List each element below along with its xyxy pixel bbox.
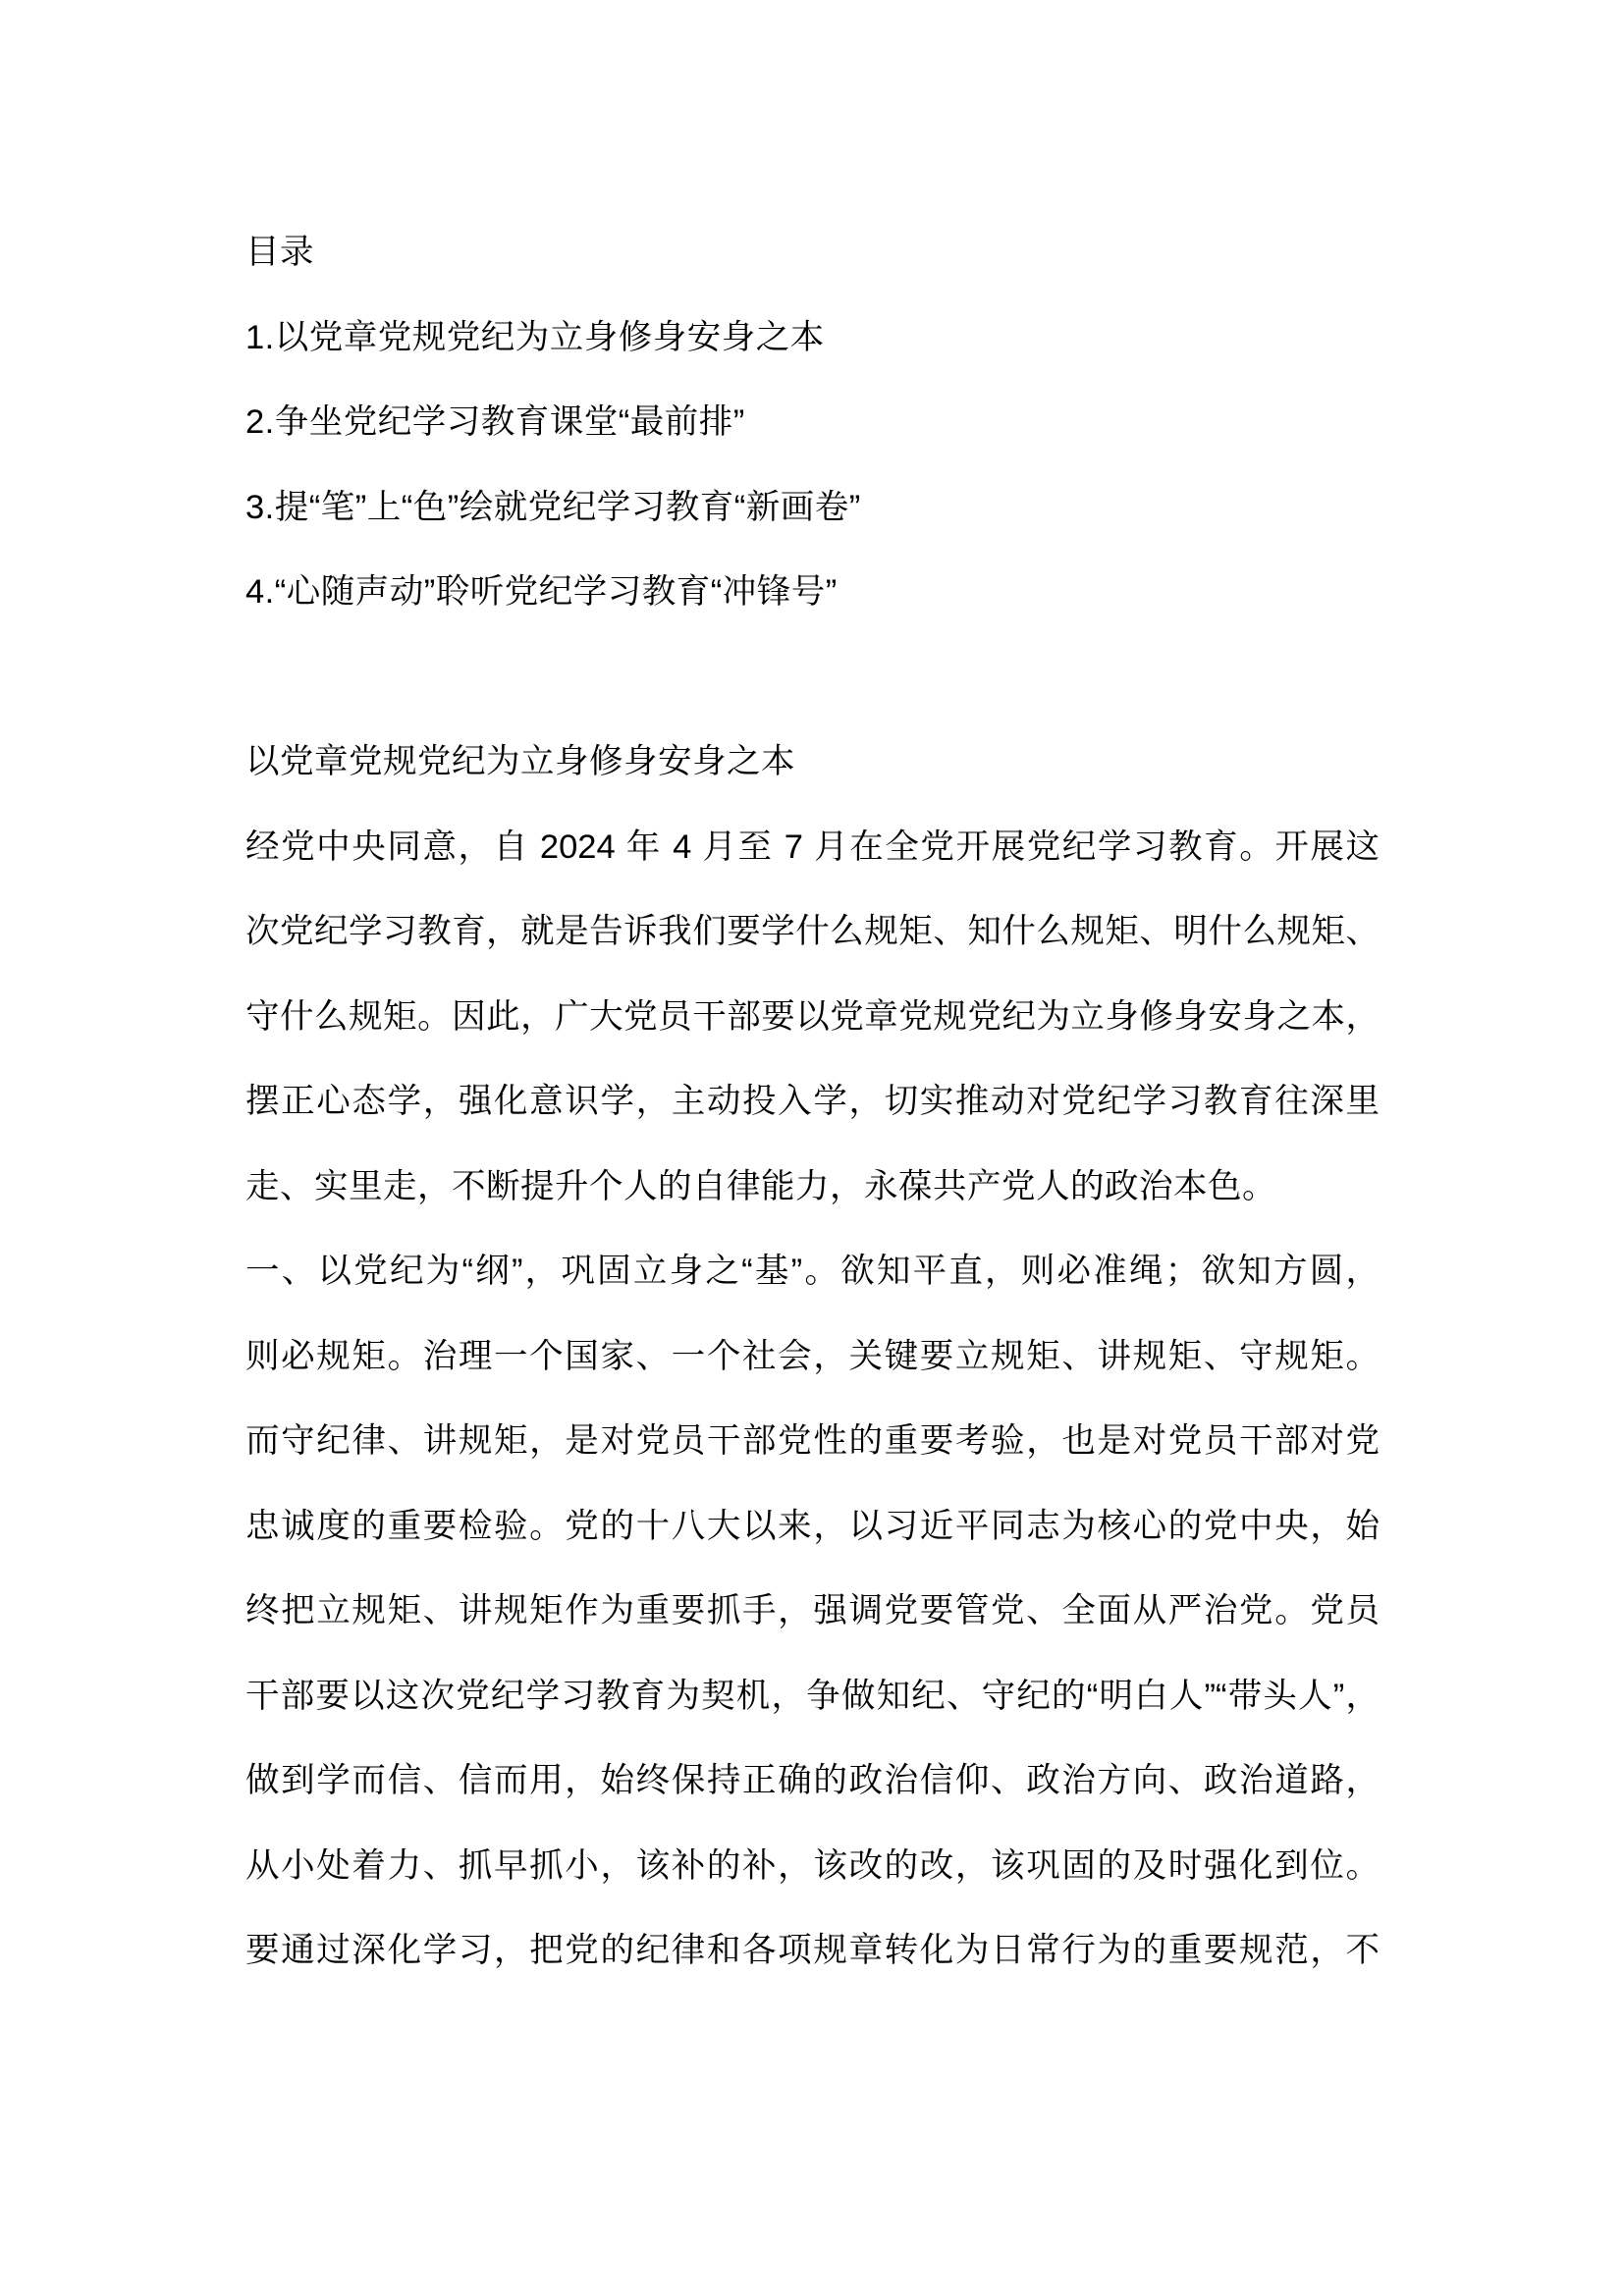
body-line: 摆正心态学，强化意识学，主动投入学，切实推动对党纪学习教育往深里 [245, 1083, 1380, 1120]
section-heading: 以党章党规党纪为立身修身安身之本 [245, 743, 795, 780]
body-line: 做到学而信、信而用，始终保持正确的政治信仰、政治方向、政治道路， [245, 1762, 1380, 1799]
body-line: 守什么规矩。因此，广大党员干部要以党章党规党纪为立身修身安身之本， [245, 997, 1380, 1036]
blank-line [245, 635, 1380, 721]
body-line: 而守纪律、讲规矩，是对党员干部党性的重要考验，也是对党员干部对党 [245, 1422, 1380, 1460]
body-line: 从小处着力、抓早抓小，该补的补，该改的改，该巩固的及时强化到位。 [245, 1846, 1380, 1885]
body-line: 一、以党纪为“纲”，巩固立身之“基”。欲知平直，则必准绳；欲知方圆， [245, 1253, 1380, 1290]
toc-item-2: 2.争坐党纪学习教育课堂“最前排” [245, 403, 745, 441]
body-line: 忠诚度的重要检验。党的十八大以来，以习近平同志为核心的党中央，始 [245, 1507, 1380, 1545]
body-line: 终把立规矩、讲规矩作为重要抓手，强调党要管党、全面从严治党。党员 [245, 1592, 1380, 1629]
toc-item-1: 1.以党章党规党纪为立身修身安身之本 [245, 318, 825, 356]
body-line: 次党纪学习教育，就是告诉我们要学什么规矩、知什么规矩、明什么规矩、 [245, 913, 1380, 950]
body-line: 干部要以这次党纪学习教育为契机，争做知纪、守纪的“明白人”“带头人”， [245, 1677, 1380, 1715]
body-line: 走、实里走，不断提升个人的自律能力，永葆共产党人的政治本色。 [245, 1167, 1276, 1205]
toc-title: 目录 [245, 234, 314, 271]
body-line: 要通过深化学习，把党的纪律和各项规章转化为日常行为的重要规范，不 [245, 1932, 1380, 1969]
toc-item-3: 3.提“笔”上“色”绘就党纪学习教育“新画卷” [245, 488, 861, 526]
body-line: 则必规矩。治理一个国家、一个社会，关键要立规矩、讲规矩、守规矩。 [245, 1337, 1380, 1375]
body-line: 经党中央同意，自 2024 年 4 月至 7 月在全党开展党纪学习教育。开展这 [245, 828, 1380, 866]
toc-item-4: 4.“心随声动”聆听党纪学习教育“冲锋号” [245, 573, 838, 611]
